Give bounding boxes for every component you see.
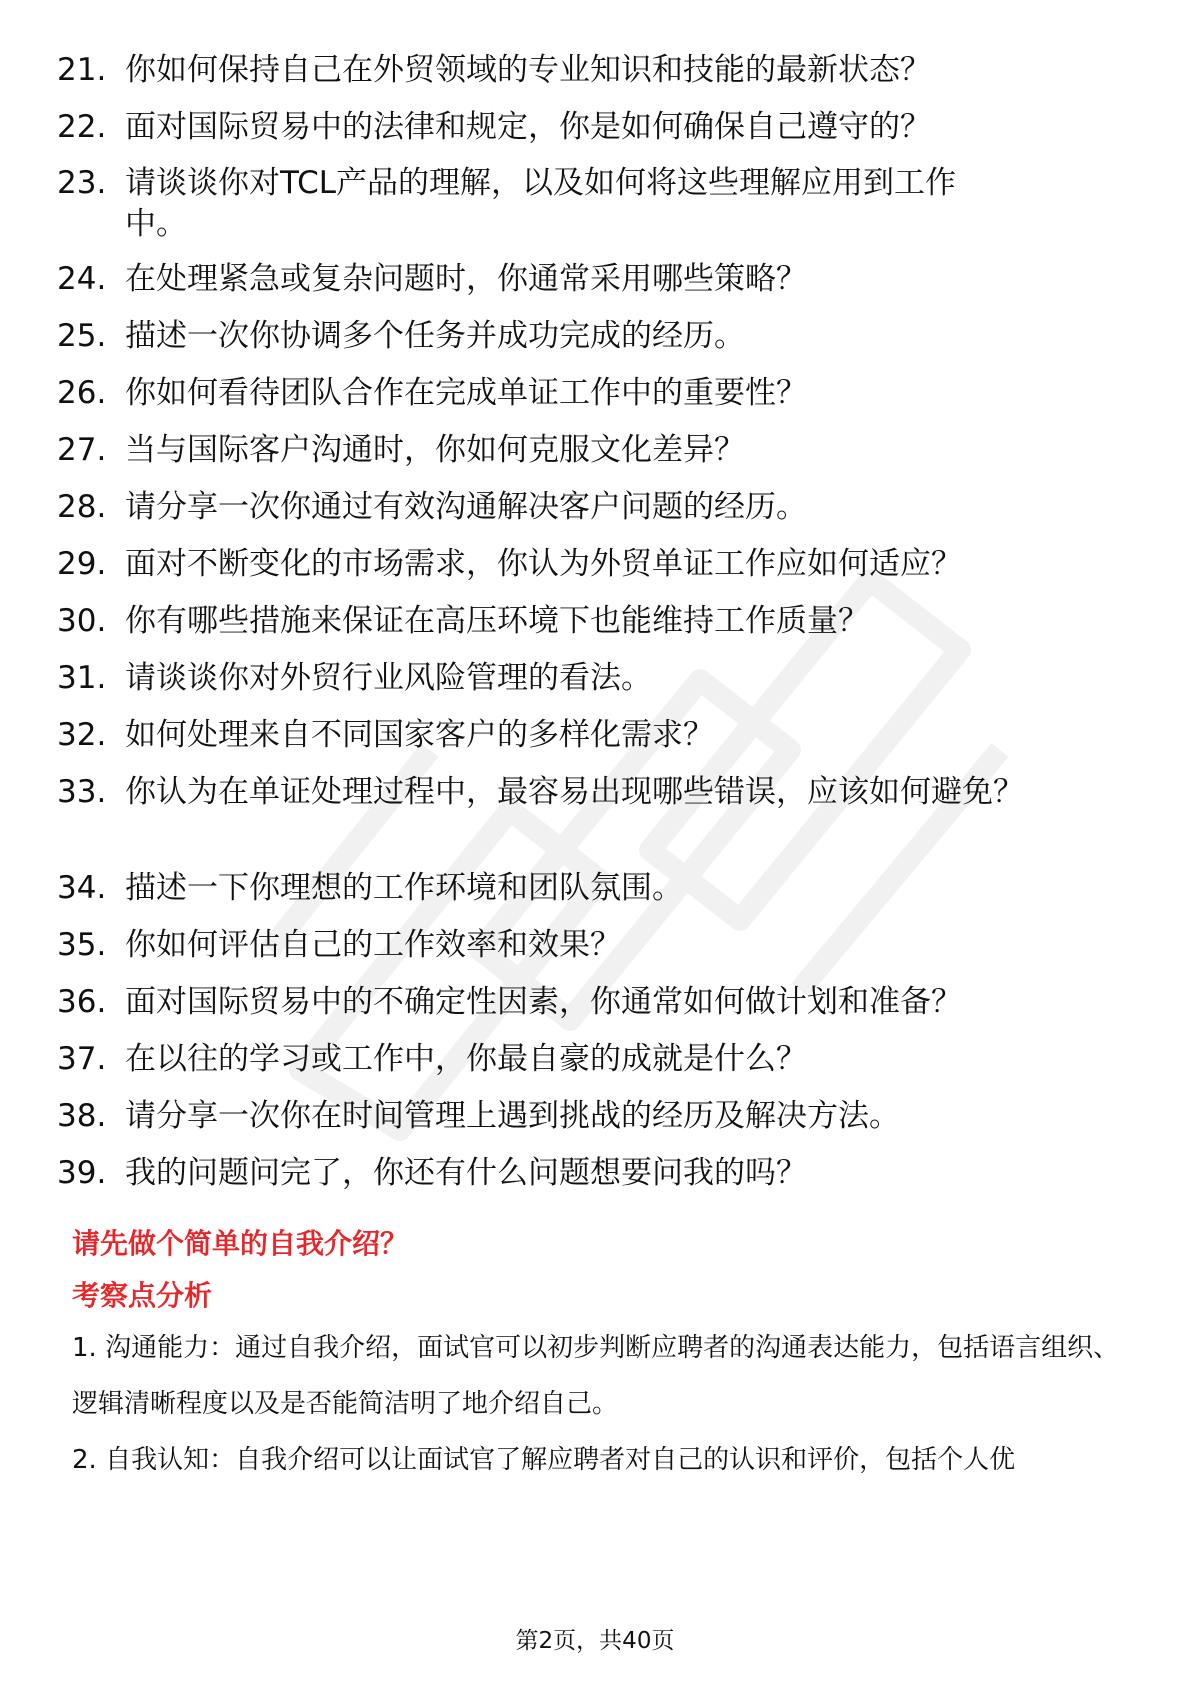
list-item (57, 316, 1117, 357)
question-text: 描述一次你协调多个任务并成功完成的经历。 (125, 318, 745, 354)
question-number: 23. (57, 165, 107, 201)
list-item (57, 1153, 1117, 1194)
question-number: 33. (57, 774, 107, 810)
question-text: 面对不断变化的市场需求，你认为外贸单证工作应如何适应？ (125, 546, 962, 582)
question-number: 32. (57, 717, 107, 753)
list-item (57, 1096, 1117, 1137)
question-number: 34. (57, 870, 107, 906)
question-text: 请分享一次你通过有效沟通解决客户问题的经历。 (125, 489, 807, 525)
list-item (57, 601, 1117, 642)
list-item (57, 715, 1117, 756)
question-number: 36. (57, 984, 107, 1020)
analysis-heading: 考察点分析 (72, 1279, 213, 1312)
list-item (57, 1039, 1117, 1080)
question-text: 当与国际客户沟通时，你如何克服文化差异？ (125, 432, 745, 468)
question-text: 面对国际贸易中的法律和规定，你是如何确保自己遵守的？ (125, 109, 931, 145)
list-item (57, 658, 1117, 699)
question-text: 你有哪些措施来保证在高压环境下也能维持工作质量？ (125, 603, 869, 639)
question-number: 27. (57, 432, 107, 468)
section-question-heading: 请先做个简单的自我介绍？ (72, 1227, 409, 1260)
question-number: 26. (57, 375, 107, 411)
question-text: 如何处理来自不同国家客户的多样化需求？ (125, 717, 714, 753)
question-number: 24. (57, 261, 107, 297)
question-number: 37. (57, 1041, 107, 1077)
list-item (57, 163, 1117, 245)
question-text: 面对国际贸易中的不确定性因素，你通常如何做计划和准备？ (125, 984, 962, 1020)
list-item (57, 107, 1117, 148)
question-text: 你如何评估自己的工作效率和效果？ (125, 927, 621, 963)
analysis-point: 2. 自我认知：自我介绍可以让面试官了解应聘者对自己的认识和评价，包括个人优 (72, 1445, 1016, 1475)
list-item (57, 544, 1117, 585)
question-number: 29. (57, 546, 107, 582)
question-number: 39. (57, 1155, 107, 1191)
question-number: 30. (57, 603, 107, 639)
list-item (57, 430, 1117, 471)
question-text: 我的问题问完了，你还有什么问题想要问我的吗？ (125, 1155, 807, 1191)
question-text: 你如何看待团队合作在完成单证工作中的重要性？ (125, 375, 807, 411)
list-item (57, 373, 1117, 414)
question-number: 38. (57, 1098, 107, 1134)
list-item (57, 259, 1117, 300)
question-text: 请谈谈你对TCL产品的理解，以及如何将这些理解应用到工作中。 (125, 165, 957, 242)
list-item (57, 925, 1117, 966)
question-number: 28. (57, 489, 107, 525)
question-text: 请分享一次你在时间管理上遇到挑战的经历及解决方法。 (125, 1098, 900, 1134)
list-item (57, 487, 1117, 528)
question-text: 你如何保持自己在外贸领域的专业知识和技能的最新状态？ (125, 52, 931, 88)
question-number: 35. (57, 927, 107, 963)
analysis-point: 1. 沟通能力：通过自我介绍，面试官可以初步判断应聘者的沟通表达能力，包括语言组织、逻辑清晰程度以及是否能简洁明了地介绍自己。 (72, 1333, 1120, 1419)
list-item (57, 868, 1117, 909)
page-number: 第2页，共40页 (515, 1628, 675, 1654)
question-text: 请谈谈你对外贸行业风险管理的看法。 (125, 660, 652, 696)
list-item (57, 982, 1117, 1023)
list-item (57, 772, 1117, 813)
question-number: 21. (57, 52, 107, 88)
question-number: 31. (57, 660, 107, 696)
question-text: 在以往的学习或工作中，你最自豪的成就是什么？ (125, 1041, 807, 1077)
question-text: 描述一下你理想的工作环境和团队氛围。 (125, 870, 683, 906)
question-number: 22. (57, 109, 107, 145)
list-item (57, 50, 1117, 91)
question-text: 在处理紧急或复杂问题时，你通常采用哪些策略？ (125, 261, 807, 297)
question-text: 你认为在单证处理过程中，最容易出现哪些错误，应该如何避免？ (125, 774, 1024, 810)
question-number: 25. (57, 318, 107, 354)
